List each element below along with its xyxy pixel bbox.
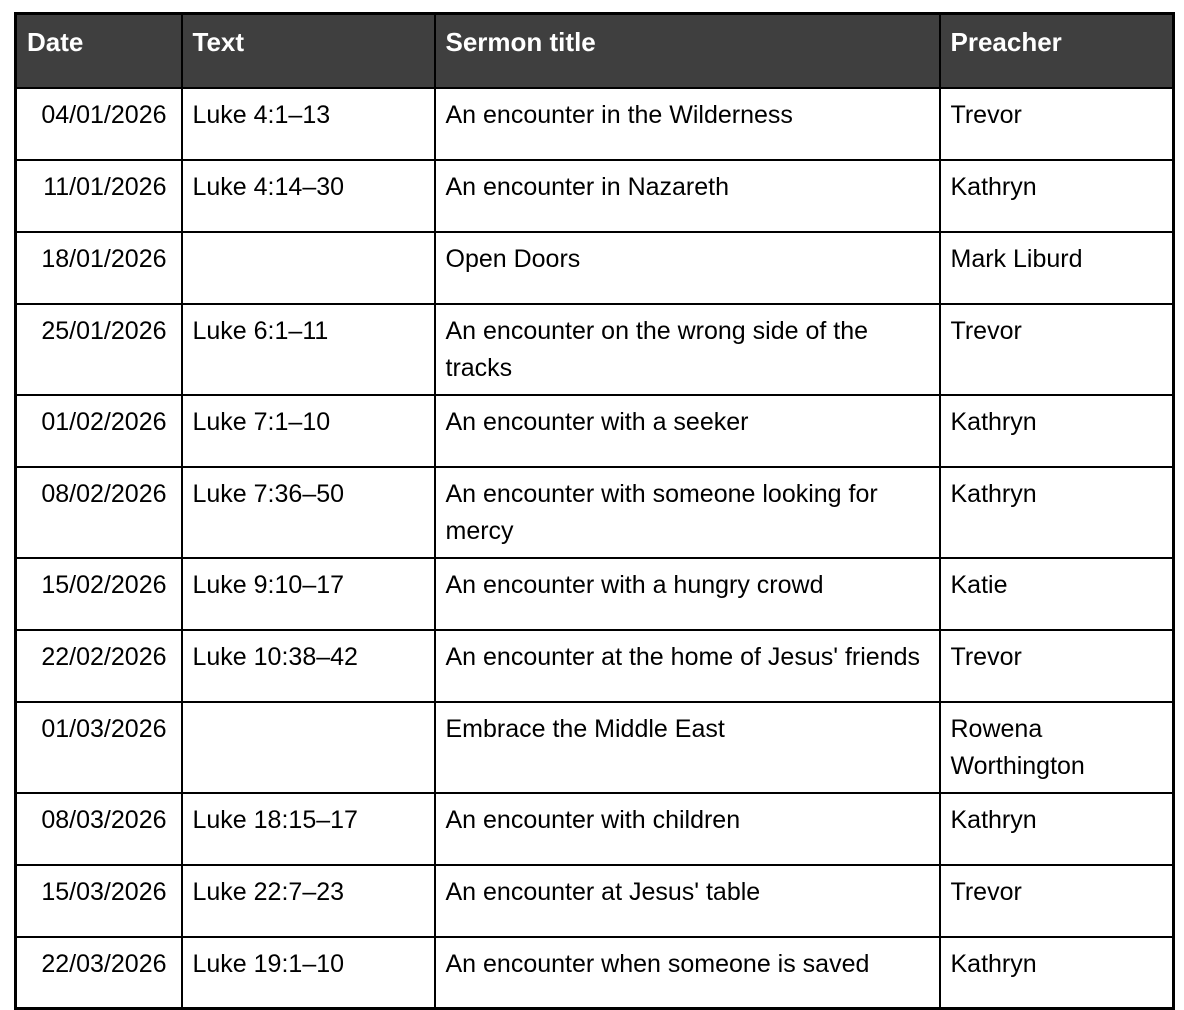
cell-date: 15/02/2026 (16, 558, 182, 630)
cell-preacher: Trevor (940, 304, 1174, 395)
cell-title: An encounter on the wrong side of the tracks (435, 304, 940, 395)
cell-date: 08/03/2026 (16, 793, 182, 865)
cell-preacher: Kathryn (940, 937, 1174, 1009)
cell-preacher: Kathryn (940, 160, 1174, 232)
column-header-date: Date (16, 14, 182, 88)
cell-preacher: Kathryn (940, 793, 1174, 865)
cell-date: 01/03/2026 (16, 702, 182, 793)
cell-preacher: Trevor (940, 865, 1174, 937)
column-header-text: Text (182, 14, 435, 88)
table-row (16, 793, 1174, 865)
cell-text: Luke 10:38–42 (182, 630, 435, 702)
table-row (16, 937, 1174, 1009)
cell-title: An encounter with a hungry crowd (435, 558, 940, 630)
cell-text (182, 702, 435, 793)
cell-preacher: Trevor (940, 88, 1174, 160)
cell-text: Luke 22:7–23 (182, 865, 435, 937)
cell-text: Luke 4:1–13 (182, 88, 435, 160)
cell-text: Luke 6:1–11 (182, 304, 435, 395)
table-body (16, 88, 1174, 1009)
cell-preacher: Kathryn (940, 395, 1174, 467)
cell-date: 22/03/2026 (16, 937, 182, 1009)
cell-title: An encounter with a seeker (435, 395, 940, 467)
table-row (16, 467, 1174, 558)
cell-title: Open Doors (435, 232, 940, 304)
cell-title: An encounter with someone looking for mercy (435, 467, 940, 558)
cell-title: An encounter in the Wilderness (435, 88, 940, 160)
table-row (16, 395, 1174, 467)
sermon-schedule-table (14, 12, 1175, 1010)
cell-text (182, 232, 435, 304)
cell-date: 18/01/2026 (16, 232, 182, 304)
column-header-preacher: Preacher (940, 14, 1174, 88)
cell-preacher: Rowena Worthington (940, 702, 1174, 793)
cell-text: Luke 9:10–17 (182, 558, 435, 630)
cell-title: An encounter with children (435, 793, 940, 865)
cell-text: Luke 18:15–17 (182, 793, 435, 865)
cell-text: Luke 7:36–50 (182, 467, 435, 558)
table-header (16, 14, 1174, 88)
cell-text: Luke 19:1–10 (182, 937, 435, 1009)
table-row (16, 702, 1174, 793)
cell-text: Luke 4:14–30 (182, 160, 435, 232)
cell-date: 11/01/2026 (16, 160, 182, 232)
cell-date: 15/03/2026 (16, 865, 182, 937)
cell-preacher: Katie (940, 558, 1174, 630)
cell-title: An encounter in Nazareth (435, 160, 940, 232)
cell-title: An encounter when someone is saved (435, 937, 940, 1009)
header-row (16, 14, 1174, 88)
table-row (16, 630, 1174, 702)
table-row (16, 558, 1174, 630)
cell-date: 25/01/2026 (16, 304, 182, 395)
cell-title: Embrace the Middle East (435, 702, 940, 793)
cell-preacher: Kathryn (940, 467, 1174, 558)
cell-title: An encounter at the home of Jesus' friends (435, 630, 940, 702)
table-row (16, 304, 1174, 395)
cell-date: 22/02/2026 (16, 630, 182, 702)
column-header-title: Sermon title (435, 14, 940, 88)
cell-text: Luke 7:1–10 (182, 395, 435, 467)
cell-date: 08/02/2026 (16, 467, 182, 558)
table-row (16, 88, 1174, 160)
cell-date: 01/02/2026 (16, 395, 182, 467)
table-row (16, 865, 1174, 937)
cell-preacher: Trevor (940, 630, 1174, 702)
table-row (16, 160, 1174, 232)
cell-date: 04/01/2026 (16, 88, 182, 160)
cell-title: An encounter at Jesus' table (435, 865, 940, 937)
table-row (16, 232, 1174, 304)
cell-preacher: Mark Liburd (940, 232, 1174, 304)
